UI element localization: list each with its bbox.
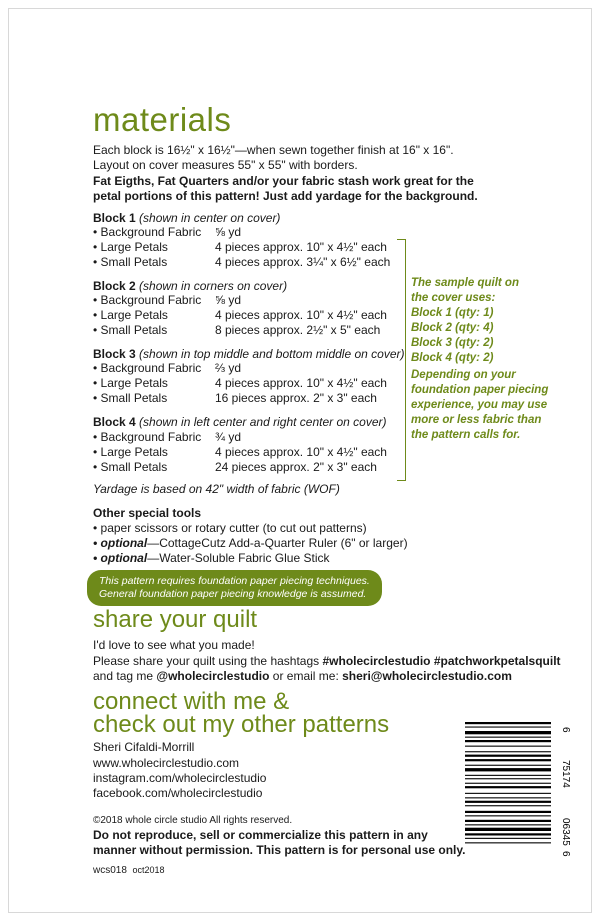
block-2-title: Block 2 (shown in corners on cover) [93, 279, 288, 293]
barcode-bar [465, 778, 551, 779]
barcode-bar [465, 786, 551, 788]
barcode-bar [465, 811, 551, 813]
block-3-title: Block 3 (shown in top middle and bottom middle on cover) [93, 347, 405, 361]
barcode-bar [465, 768, 551, 771]
instagram-handle: @wholecirclestudio [156, 669, 270, 683]
fabric-usage-note: Depending on your foundation paper piecing experience, you may use more or less fabric than the pattern calls for. [411, 369, 549, 441]
barcode-bar [465, 722, 551, 724]
barcode-bar [465, 793, 551, 794]
website-link[interactable]: www.wholecirclestudio.com [93, 756, 240, 770]
requirement-banner: This pattern requires foundation paper piecing techniques. General foundation paper piecing knowledge is assumed. [87, 570, 382, 606]
copyright: ©2018 whole circle studio All rights reserved. [93, 815, 293, 826]
tool-item-1: • paper scissors or rotary cutter (to cut out patterns) [93, 521, 367, 535]
barcode-bar [465, 755, 551, 757]
barcode-bar [465, 737, 551, 738]
fat-quarter-note-2: petal portions of this pattern! Just add yardage for the background. [93, 189, 478, 203]
barcode-bar [465, 805, 551, 806]
barcode-bar [465, 746, 551, 747]
barcode-bar [465, 727, 551, 728]
intro-line-2: Layout on cover measures 55" x 55" with borders. [93, 158, 358, 172]
intro-line-1: Each block is 16½" x 16½"—when sewn together finish at 16" x 16". [93, 143, 454, 157]
barcode-bar [465, 783, 551, 784]
share-heading: share your quilt [93, 606, 258, 633]
share-line-2: Please share your quilt using the hashtags #wholecirclestudio #patchworkpetalsquilt [93, 654, 561, 668]
share-line-1: I'd love to see what you made! [93, 638, 255, 652]
block-4-title: Block 4 (shown in left center and right center on cover) [93, 415, 387, 429]
barcode-bar [465, 759, 551, 761]
block-1-title: Block 1 (shown in center on cover) [93, 211, 281, 225]
barcode-bar [465, 775, 551, 776]
usage-notice-1: Do not reproduce, sell or commercialize this pattern in any [93, 828, 428, 842]
materials-heading: materials [93, 101, 232, 138]
designer-name: Sheri Cifaldi-Morrill [93, 740, 195, 754]
pattern-code: wcs018 oct2018 [93, 865, 165, 876]
barcode-bar [465, 740, 551, 742]
barcode-bar [465, 824, 551, 825]
tool-item-3: • optional—Water-Soluble Fabric Glue Stick [93, 551, 330, 565]
facebook-link[interactable]: facebook.com/wholecirclestudio [93, 786, 263, 800]
barcode-bar [465, 751, 551, 752]
barcode-bar [465, 838, 551, 839]
barcode-digits-group-1: 06345 [560, 818, 571, 846]
tools-heading: Other special tools [93, 506, 202, 520]
share-line-3: and tag me @wholecirclestudio or email me: sheri@wholecirclestudio.com [93, 669, 512, 683]
hashtags: #wholecirclestudio #patchworkpetalsquilt [322, 654, 561, 668]
instagram-link[interactable]: instagram.com/wholecirclestudio [93, 771, 267, 785]
email-address: sheri@wholecirclestudio.com [342, 669, 512, 683]
tool-item-2: • optional—CottageCutz Add-a-Quarter Ruler (6" or larger) [93, 536, 408, 550]
barcode-bar [465, 815, 551, 816]
connect-heading-2: check out my other patterns [93, 711, 390, 738]
barcode-digits-group-2: 75174 [560, 760, 571, 788]
barcode-bar [465, 820, 551, 822]
barcode-bar [465, 828, 551, 831]
connect-heading-1: connect with me & [93, 688, 290, 715]
barcode-bar [465, 833, 551, 835]
fat-quarter-note-1: Fat Eigths, Fat Quarters and/or your fabric stash work great for the [93, 174, 474, 188]
usage-notice-2: manner without permission. This pattern is for personal use only. [93, 843, 466, 857]
barcode-bar [465, 731, 551, 734]
barcode-bar [465, 765, 551, 766]
sample-quilt-note: The sample quilt on the cover uses: Block 1 (qty: 1) Block 2 (qty: 4) Block 3 (qty: 2) Block 4 (qty: 2) [411, 277, 519, 364]
yardage-note: Yardage is based on 42" width of fabric (WOF) [93, 482, 340, 496]
barcode-bar [465, 801, 551, 803]
barcode-digit-start: 6 [560, 851, 571, 857]
barcode-digit-end: 6 [560, 727, 571, 733]
barcode [463, 718, 569, 858]
block-bracket [397, 239, 406, 481]
barcode-bar [465, 842, 551, 843]
barcode-bar [465, 797, 551, 798]
